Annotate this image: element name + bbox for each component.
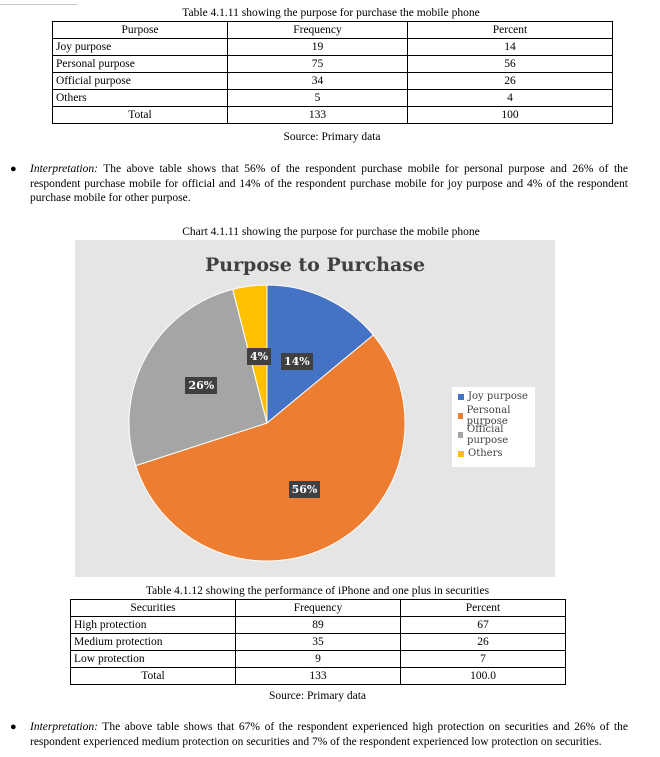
total-percent: 100	[408, 107, 613, 124]
table1-caption: Table 4.1.11 showing the purpose for purchase the mobile phone	[182, 7, 480, 19]
interpretation-text: The above table shows that 56% of the respondent purchase mobile for personal purpose and 26% of the respondent purchase mobile for official and 14% of the respondent purchase mobile for joy purpose and 4% of the respondent purchase mobile for other purpose.	[30, 163, 628, 204]
purpose-table	[52, 21, 613, 124]
table2-source: Source: Primary data	[268, 690, 367, 702]
legend-swatch	[458, 451, 464, 457]
row-frequency: 34	[228, 73, 408, 90]
legend-label: Official purpose	[467, 423, 509, 446]
total-frequency: 133	[228, 107, 408, 124]
row-frequency: 9	[236, 651, 401, 668]
legend-item-joy-purpose	[452, 387, 535, 406]
row-frequency: 89	[236, 617, 401, 634]
row-percent: 26	[401, 634, 566, 651]
legend-label: Joy purpose	[468, 391, 528, 402]
interpretation-paragraph	[10, 162, 628, 206]
pie-chart	[75, 240, 555, 577]
row-percent: 67	[401, 617, 566, 634]
interpretation-paragraph	[10, 720, 628, 749]
pie-label-official-purpose: 26%	[185, 377, 217, 394]
table-row	[53, 56, 613, 73]
row-frequency: 35	[236, 634, 401, 651]
row-frequency: 5	[228, 90, 408, 107]
table-header-row	[71, 600, 566, 617]
row-percent: 4	[408, 90, 613, 107]
legend-label: Personal purpose	[466, 404, 511, 427]
row-label: Personal purpose	[53, 56, 228, 73]
bullet-icon: ●	[10, 163, 17, 175]
securities-table	[70, 599, 566, 685]
column-header: Purpose	[53, 22, 228, 39]
row-percent: 26	[408, 73, 613, 90]
pie-label-others: 4%	[247, 348, 271, 365]
row-label: Low protection	[71, 651, 236, 668]
row-label: Others	[53, 90, 228, 107]
interpretation-lead: Interpretation:	[30, 721, 98, 733]
chart-title: Purpose to Purchase	[204, 254, 426, 276]
chart-legend	[452, 387, 535, 467]
row-label: Medium protection	[71, 634, 236, 651]
table2-caption: Table 4.1.12 showing the performance of iPhone and one plus in securities	[145, 585, 490, 597]
legend-item-official-purpose	[452, 425, 535, 444]
table-total-row	[71, 668, 566, 685]
legend-swatch	[458, 432, 463, 438]
table-row	[53, 73, 613, 90]
page-top-rule	[0, 4, 78, 5]
column-header: Percent	[408, 22, 613, 39]
row-label: High protection	[71, 617, 236, 634]
total-percent: 100.0	[401, 668, 566, 685]
bullet-icon: ●	[10, 721, 17, 733]
table-header-row	[53, 22, 613, 39]
table-row	[71, 651, 566, 668]
table-row	[53, 39, 613, 56]
interpretation-text: The above table shows that 67% of the respondent experienced high protection on securities and 26% of the respondent experienced medium protection on securities and 7% of the respondent experienced low protection on securities.	[30, 721, 628, 748]
total-frequency: 133	[236, 668, 401, 685]
pie-label-personal-purpose: 56%	[289, 481, 321, 498]
chart-caption: Chart 4.1.11 showing the purpose for purchase the mobile phone	[182, 226, 480, 238]
legend-item-personal-purpose	[452, 406, 535, 425]
legend-swatch	[458, 394, 464, 400]
row-frequency: 75	[228, 56, 408, 73]
column-header: Frequency	[236, 600, 401, 617]
column-header: Frequency	[228, 22, 408, 39]
table-total-row	[53, 107, 613, 124]
row-percent: 7	[401, 651, 566, 668]
table1-source: Source: Primary data	[283, 131, 381, 143]
row-label: Joy purpose	[53, 39, 228, 56]
legend-item-others	[452, 444, 535, 463]
row-frequency: 19	[228, 39, 408, 56]
table-row	[71, 617, 566, 634]
row-label: Official purpose	[53, 73, 228, 90]
table-row	[71, 634, 566, 651]
legend-swatch	[458, 413, 463, 419]
column-header: Percent	[401, 600, 566, 617]
interpretation-lead: Interpretation:	[30, 163, 98, 175]
legend-label: Others	[468, 448, 503, 459]
row-percent: 56	[408, 56, 613, 73]
column-header: Securities	[71, 600, 236, 617]
table-row	[53, 90, 613, 107]
total-label: Total	[53, 107, 228, 124]
row-percent: 14	[408, 39, 613, 56]
total-label: Total	[71, 668, 236, 685]
pie-label-joy-purpose: 14%	[281, 353, 313, 370]
